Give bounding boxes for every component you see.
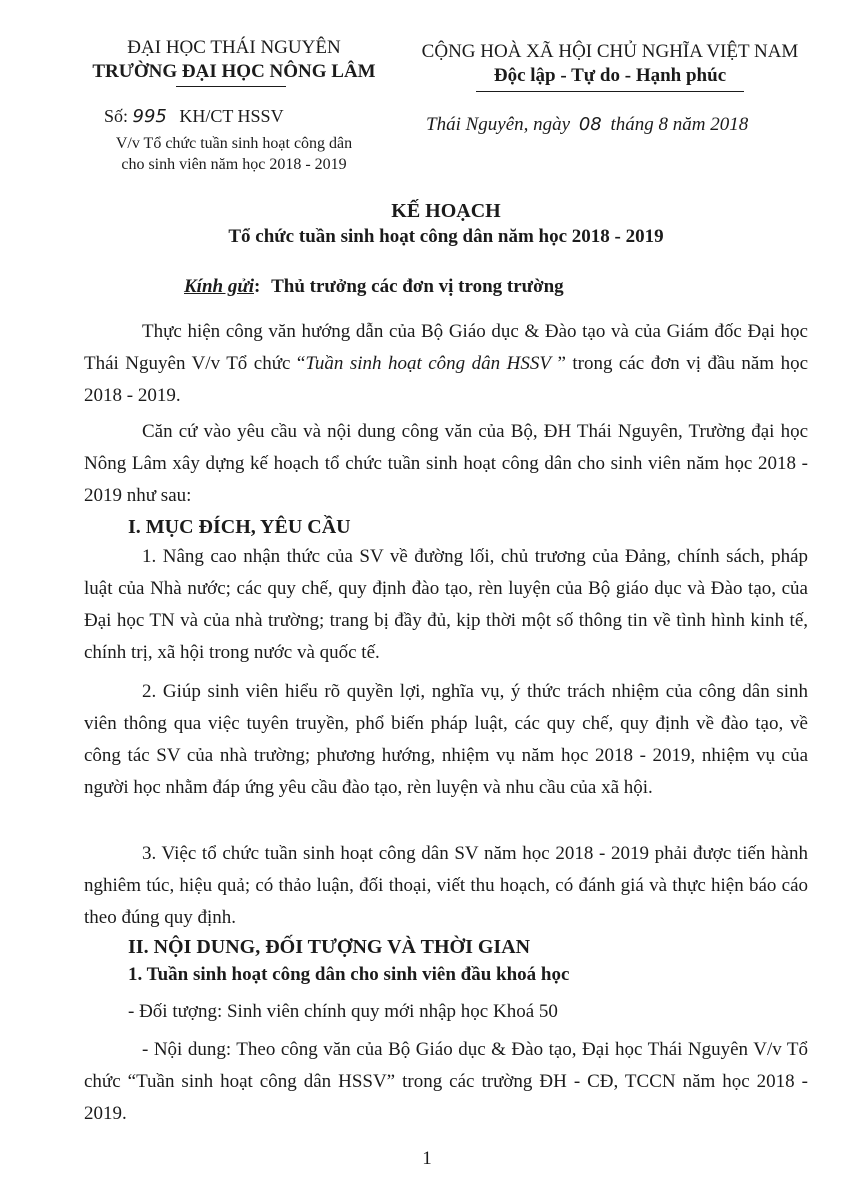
recipient-value: Thủ trưởng các đơn vị trong trường	[271, 276, 564, 297]
section-2-content: - Nội dung: Theo công văn của Bộ Giáo dục & Đào tạo, Đại học Thái Nguyên V/v Tổ chức “Tuần sinh hoạt công dân HSSV” trong các trường ĐH - CĐ, TCCN năm học 2018 - 2019.	[84, 1039, 808, 1124]
date-day: 08	[578, 114, 602, 135]
section-2-heading: II. NỘI DUNG, ĐỐI TƯỢNG VÀ THỜI GIAN	[128, 936, 531, 958]
document-date	[426, 114, 748, 136]
date-prefix: Thái Nguyên, ngày	[426, 114, 571, 135]
recipient	[184, 276, 564, 298]
org-parent: ĐẠI HỌC THÁI NGUYÊN	[127, 37, 341, 58]
date-suffix: tháng 8 năm 2018	[610, 114, 749, 135]
section-1-item-3: 3. Việc tổ chức tuần sinh hoạt công dân SV năm học 2018 - 2019 phải được tiến hành nghiêm túc, hiệu quả; có thảo luận, đối thoại, viết thu hoạch, có đánh giá và thực hiện báo cáo theo đúng quy định.	[84, 843, 808, 928]
recipient-colon: :	[254, 276, 261, 297]
intro-paragraph-1	[84, 316, 808, 412]
page-number: 1	[422, 1148, 432, 1169]
intro-p1-end: ” trong các đơn vị đầu năm học 2018 - 2019.	[84, 353, 808, 406]
motto: Độc lập - Tự do - Hạnh phúc	[493, 65, 727, 86]
intro-p1-italic: Tuần sinh hoạt công dân HSSV	[305, 353, 551, 374]
subject-line-1: V/v Tổ chức tuần sinh hoạt công dân	[115, 135, 353, 152]
recipient-label: Kính gửi	[184, 276, 254, 297]
section-2-sub-1: 1. Tuần sinh hoạt công dân cho sinh viên đầu khoá học	[128, 964, 570, 985]
subject-line-2: cho sinh viên năm học 2018 - 2019	[121, 156, 347, 173]
ref-number: 995	[132, 106, 167, 127]
document-title: KẾ HOẠCH	[391, 200, 501, 222]
section-2-target: - Đối tượng: Sinh viên chính quy mới nhập học Khoá 50	[128, 1001, 558, 1022]
section-1-item-1: 1. Nâng cao nhận thức của SV về đường lối, chủ trương của Đảng, chính sách, pháp luật của Nhà nước; các quy chế, quy định đào tạo, rèn luyện của Bộ giáo dục và Đào tạo, của Đại học TN và của nhà trường; trang bị đầy đủ, kịp thời một số thông tin về tình hình kinh tế, chính trị, xã hội trong nước và quốc tế.	[84, 546, 808, 663]
ref-suffix: KH/CT HSSV	[179, 106, 284, 126]
section-1-heading: I. MỤC ĐÍCH, YÊU CẦU	[128, 516, 351, 538]
motto-underline	[476, 91, 744, 92]
ref-prefix: Số:	[104, 106, 129, 126]
intro-p1-start: Thực hiện công văn hướng dẫn của Bộ Giáo dục & Đào tạo và của Giám đốc Đại học Thái Nguyên V/v Tổ chức “	[84, 321, 808, 374]
section-1-item-2: 2. Giúp sinh viên hiểu rõ quyền lợi, nghĩa vụ, ý thức trách nhiệm của công dân sinh viên thông qua việc tuyên truyền, phổ biến pháp luật, các quy chế, quy định về đào tạo, về công tác SV của nhà trường; phương hướng, nhiệm vụ năm học 2018 - 2019, nhiệm vụ của người học nhằm đáp ứng yêu cầu đào tạo, rèn luyện và nhu cầu của xã hội.	[84, 681, 808, 798]
document-ref	[104, 106, 284, 127]
nation-name: CỘNG HOÀ XÃ HỘI CHỦ NGHĨA VIỆT NAM	[421, 41, 799, 62]
org-underline	[176, 86, 286, 87]
document-subtitle: Tổ chức tuần sinh hoạt công dân năm học 2018 - 2019	[228, 226, 664, 247]
org-name: TRƯỜNG ĐẠI HỌC NÔNG LÂM	[92, 61, 376, 82]
intro-paragraph-2: Căn cứ vào yêu cầu và nội dung công văn của Bộ, ĐH Thái Nguyên, Trường đại học Nông Lâm xây dựng kế hoạch tổ chức tuần sinh hoạt công dân cho sinh viên năm học 2018 - 2019 như sau:	[84, 421, 808, 506]
